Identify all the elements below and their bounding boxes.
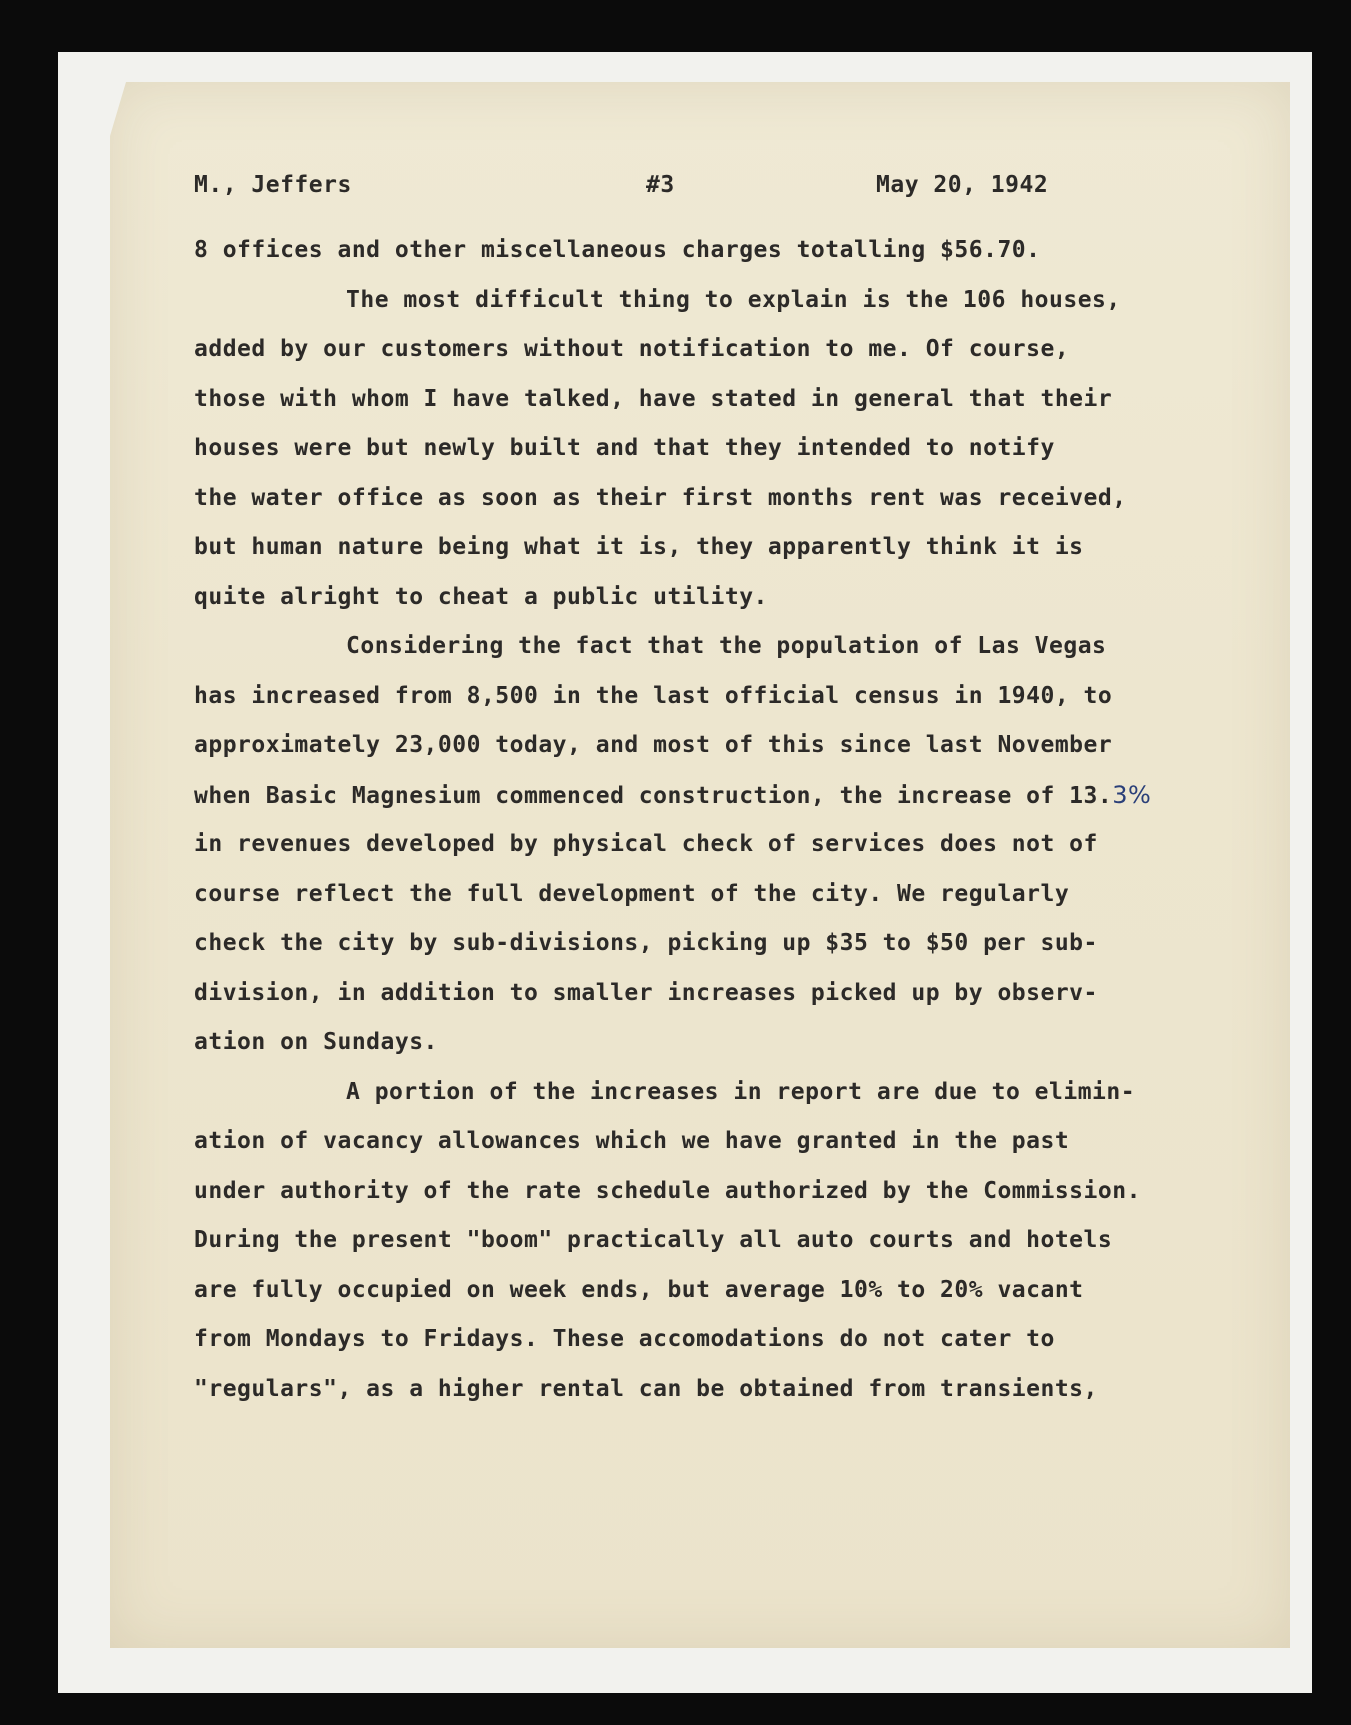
page-number: #3 (646, 172, 675, 198)
text-line: those with whom I have talked, have stated in general that their (194, 385, 1113, 412)
text-line: Considering the fact that the population of Las Vegas (346, 633, 1107, 659)
text-line: added by our customers without notification to me. Of course, (194, 336, 1070, 362)
text-line: in revenues developed by physical check of services does not of (194, 831, 1098, 857)
text-line: has increased from 8,500 in the last official census in 1940, to (194, 682, 1113, 709)
text-line-with-annotation (194, 771, 1194, 821)
text-line: ation of vacancy allowances which we have granted in the past (194, 1128, 1070, 1154)
text-line: approximately 23,000 today, and most of this since last November (194, 732, 1113, 758)
text-line: division, in addition to smaller increases picked up by observ- (194, 979, 1098, 1006)
text-line: During the present "boom" practically all auto courts and hotels (194, 1227, 1113, 1253)
text-line: ation on Sundays. (194, 1029, 438, 1055)
text-line: The most difficult thing to explain is the 106 houses, (346, 286, 1121, 313)
text-line: houses were but newly built and that they intended to notify (194, 435, 1055, 461)
text-line: check the city by sub-divisions, picking up $35 to $50 per sub- (194, 930, 1098, 956)
text-line: are fully occupied on week ends, but average 10% to 20% vacant (194, 1276, 1084, 1303)
text-line: from Mondays to Fridays. These accomodations do not cater to (194, 1326, 1055, 1352)
letter-date: May 20, 1942 (876, 172, 1049, 198)
handwritten-annotation: 3% (1112, 780, 1152, 809)
text-line: the water office as soon as their first months rent was received, (194, 484, 1127, 511)
text-line: course reflect the full development of the city. We regularly (194, 880, 1070, 907)
letter-body (194, 172, 1194, 1414)
text-line: when Basic Magnesium commenced construction, the increase of 13. (194, 782, 1113, 809)
page-header (194, 172, 1194, 212)
text-line: under authority of the rate schedule authorized by the Commission. (194, 1177, 1141, 1204)
text-line: 8 offices and other miscellaneous charges totalling $56.70. (194, 237, 1041, 263)
recipient-name: M., Jeffers (194, 172, 352, 198)
text-line: quite alright to cheat a public utility. (194, 583, 768, 610)
text-line: but human nature being what it is, they apparently think it is (194, 534, 1084, 560)
text-line: "regulars", as a higher rental can be obtained from transients, (194, 1375, 1098, 1402)
text-line: A portion of the increases in report are due to elimin- (346, 1078, 1136, 1105)
